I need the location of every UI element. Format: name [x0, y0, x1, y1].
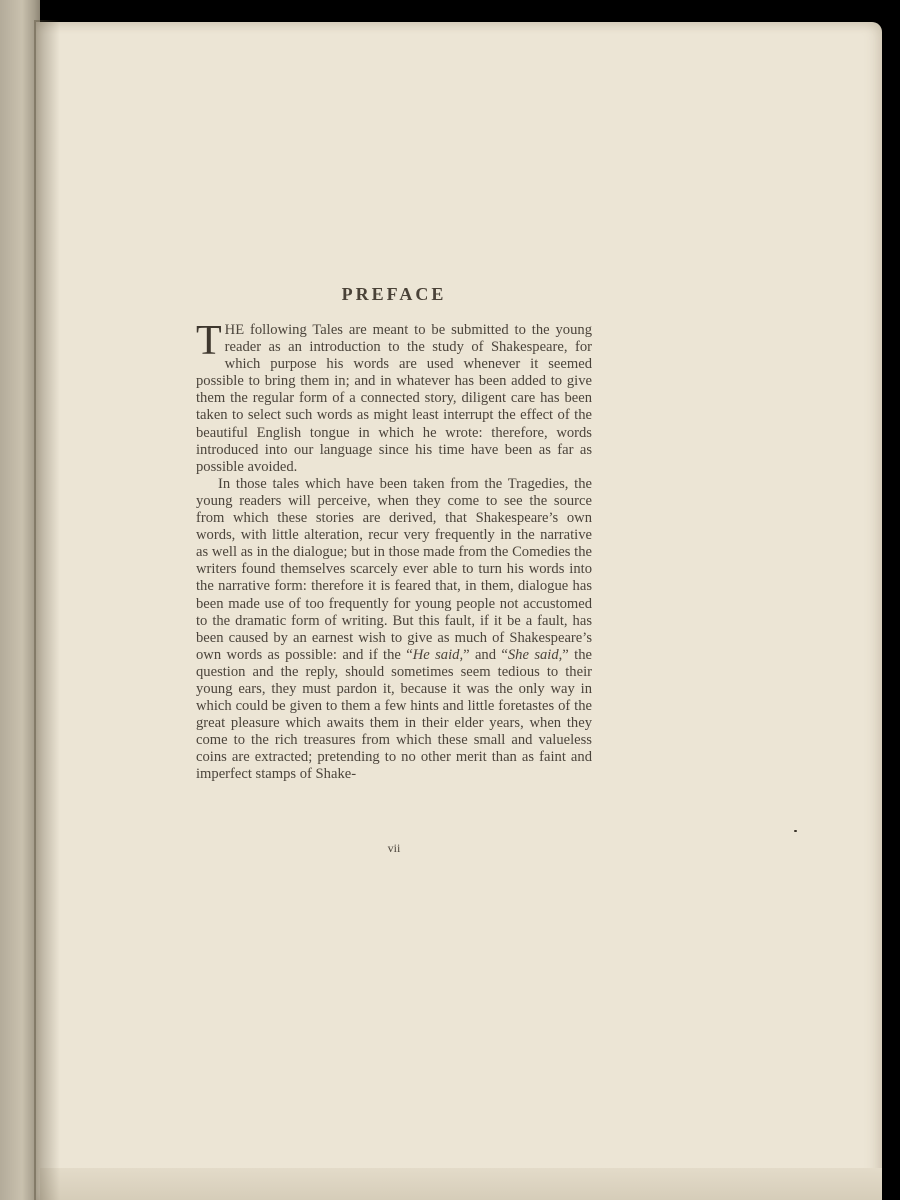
paragraph-1 — [196, 318, 592, 476]
she-said-italic: She said, — [507, 646, 563, 663]
page-bottom-edge — [40, 1168, 882, 1200]
body-text — [196, 318, 592, 784]
paragraph-1-text: HE following Tales are meant to be submitted to the young reader as an introduction to the study of Shakespeare, for which purpose his words are used whenever it seemed possible to bring them in; and in whatever has been added to give them the regular form of a connected story, diligent care has been taken to select such words as might least interrupt the effect of the beautiful English tongue in which he wrote: therefore, words introduced into our language since his time have been as far as possible avoided. — [196, 322, 592, 475]
paragraph-2-text-c: ” the question and the reply, should sometimes seem tedious to their young ears, they must pardon it, because it was the only way in which could be given to them a few hints and little foretastes of the great pleasure which awaits them in their elder years, when they come to the rich treasures from which these small and valueless coins are extracted; pretending to no other merit than as faint and imperfect stamps of Shake- — [196, 646, 592, 783]
page-title: PREFACE — [341, 284, 447, 304]
paragraph-2 — [196, 476, 592, 784]
drop-cap: T — [196, 318, 222, 364]
paper-speck — [794, 830, 797, 832]
page-number: vii — [387, 841, 401, 855]
paragraph-2-text-a: In those tales which have been taken from the Tragedies, the young readers will perceive, when they come to see the source from which these stories are derived, that Shakespeare’s own words, with little alteration, recur very frequently in the narrative as well as in the dialogue; but in those made from the Comedies the writers found themselves scarcely ever able to turn his words into the narrative form: therefore it is feared that, in them, dialogue has been made use of too frequently for young people not accustomed to the dramatic form of writing. But this fault, if it be a fault, has been caused by an earnest wish to give as much of Shakespeare’s own words as possible: and if the “ — [196, 475, 592, 663]
gutter-shadow — [34, 20, 60, 1200]
he-said-italic: He said, — [412, 646, 464, 663]
paragraph-2-text-b: ” and “ — [463, 646, 508, 663]
